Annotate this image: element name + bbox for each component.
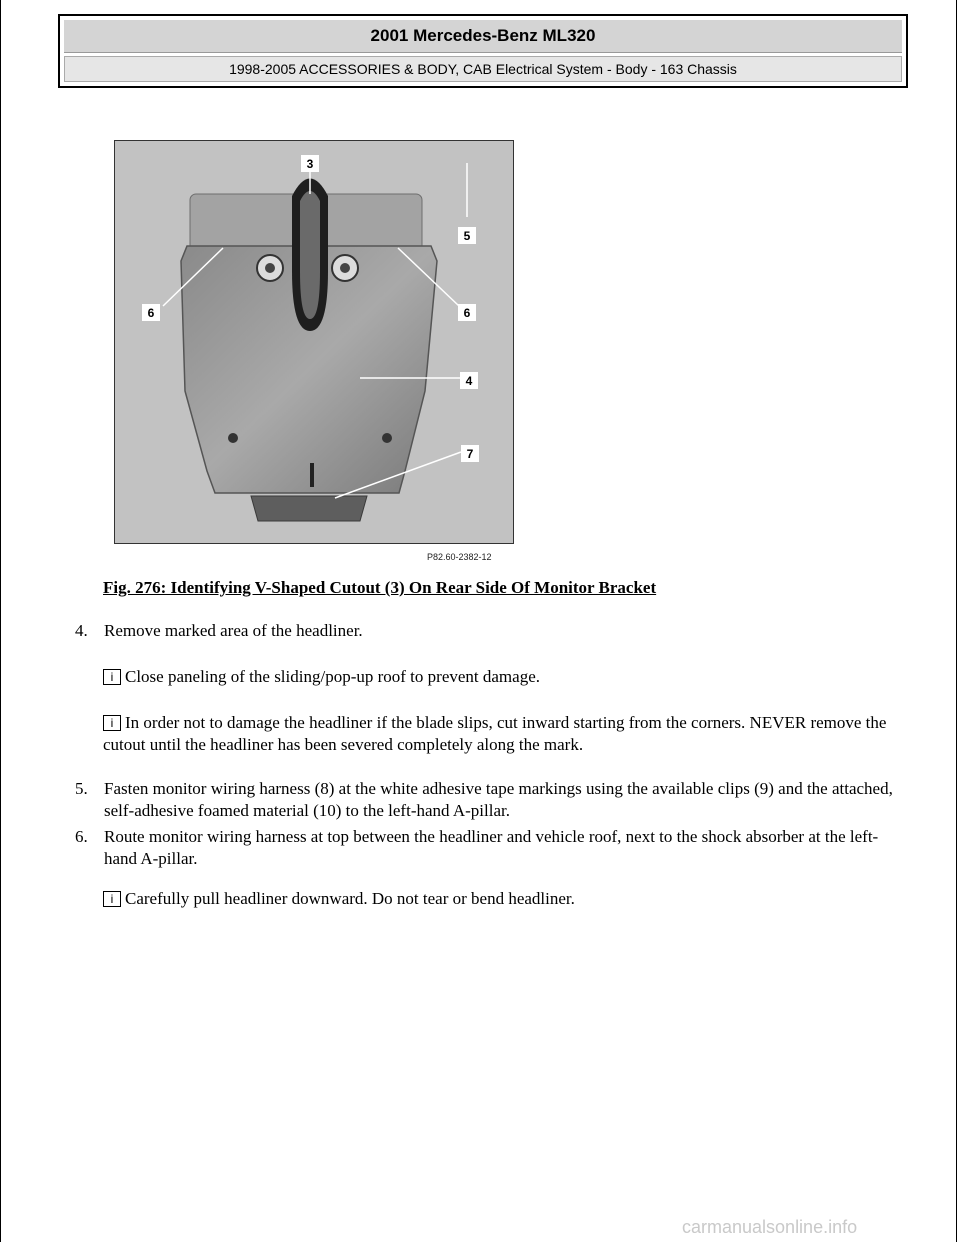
note-pull-headliner: [103, 888, 903, 910]
mounting-bolt-center: [340, 263, 350, 273]
note-close-paneling: [103, 666, 903, 688]
note-cut-inward: [103, 712, 903, 756]
step-text: Route monitor wiring harness at top between the headliner and vehicle roof, next to the shock absorber at the left-hand A-pillar.: [104, 827, 879, 868]
step-number: 4.: [75, 621, 88, 640]
note-text: In order not to damage the headliner if the blade slips, cut inward starting from the corners. NEVER remove the cutout until the headliner has been severed completely along the mark.: [103, 713, 887, 754]
callout-6-left: 6: [147, 306, 155, 320]
vehicle-title: 2001 Mercedes-Benz ML320: [64, 20, 902, 53]
info-icon: i: [103, 669, 121, 685]
mounting-bolt-center: [265, 263, 275, 273]
screw: [382, 433, 392, 443]
section-subtitle: 1998-2005 ACCESSORIES & BODY, CAB Electrical System - Body - 163 Chassis: [64, 56, 902, 82]
figure-code: P82.60-2382-12: [427, 552, 492, 562]
figure-caption: Fig. 276: Identifying V-Shaped Cutout (3) On Rear Side Of Monitor Bracket: [103, 578, 657, 597]
marking-line: [310, 463, 314, 487]
callout-3: 3: [306, 157, 314, 171]
info-icon: i: [103, 891, 121, 907]
callout-4: 4: [465, 374, 473, 388]
note-text: Close paneling of the sliding/pop-up roof to prevent damage.: [125, 667, 540, 686]
watermark: carmanualsonline.info: [682, 1217, 858, 1237]
step-number: 6.: [75, 827, 88, 846]
callout-7: 7: [466, 447, 474, 461]
screw: [228, 433, 238, 443]
monitor-bracket-photo: [114, 140, 514, 544]
callout-6-right: 6: [463, 306, 471, 320]
info-icon: i: [103, 715, 121, 731]
step-text: Fasten monitor wiring harness (8) at the white adhesive tape markings using the available clips (9) and the attached, self-adhesive foamed material (10) to the left-hand A-pillar.: [104, 779, 893, 820]
cable-slot-inner: [300, 191, 320, 319]
callout-5: 5: [463, 229, 471, 243]
step-number: 5.: [75, 779, 88, 798]
note-text: Carefully pull headliner downward. Do not tear or bend headliner.: [125, 889, 575, 908]
bracket-illustration: [115, 141, 513, 543]
bracket-tab: [251, 496, 367, 521]
page-header: [58, 14, 908, 88]
step-text: Remove marked area of the headliner.: [104, 621, 363, 640]
